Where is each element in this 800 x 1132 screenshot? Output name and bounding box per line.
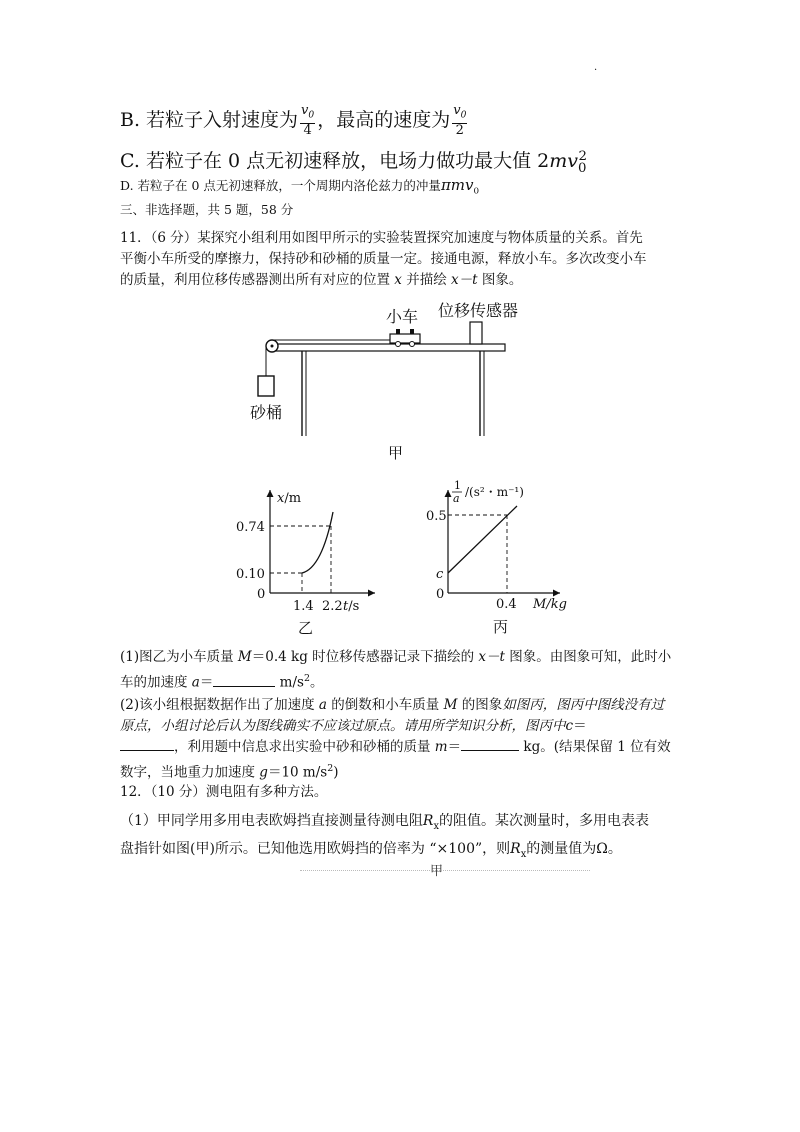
q11-line-2: 平衡小车所受的摩擦力，保持砂和砂桶的质量一定。接通电源，释放小车。多次改变小车: [120, 251, 647, 267]
y-label-frac-num: 1: [454, 479, 461, 492]
table-top: [270, 344, 505, 351]
header-mark: .: [594, 62, 598, 73]
y-axis-label: x/m: [277, 491, 302, 506]
q11-line-1: 11．（6 分）某探究小组利用如图甲所示的实验装置探究加速度与物体质量的关系。首先: [120, 230, 643, 246]
option-c-prefix: C. 若粒子在 0 点无初速释放，电场力做功最大值 2: [120, 150, 550, 172]
section-heading: 三、非选择题，共 5 题，58 分: [120, 202, 294, 217]
origin-label: 0: [257, 587, 266, 602]
y-tick-0-10: 0.10: [236, 567, 265, 582]
origin-label: 0: [436, 587, 445, 602]
figure-caption-cutoff: 甲: [430, 864, 444, 879]
sub2-line-4: 数字，当地重力加速度 g＝10 $m/s^2$): [120, 763, 339, 781]
sensor-label: 位移传感器: [438, 301, 519, 320]
graph-yi: [225, 480, 395, 638]
displacement-sensor: [470, 322, 482, 344]
x-tick-1-4: 1.4: [293, 599, 314, 614]
x-tick-0-4: 0.4: [496, 597, 517, 612]
q11-line-3: 的质量，利用位移传感器测出所有对应的位置 x 并描绘 x－t 图象。: [120, 272, 523, 288]
y-axis-unit: /(s²・m⁻¹): [465, 485, 524, 499]
q12-part-1: [120, 810, 710, 866]
sub-question-2: [120, 695, 700, 784]
x-tick-2-2: 2.2: [322, 599, 343, 614]
answer-blank-c[interactable]: [120, 750, 174, 751]
sand-bucket: [258, 376, 274, 396]
option-d: D. 若粒子在 0 点无初速释放，一个周期内洛伦兹力的冲量πmv$_0$: [120, 176, 480, 197]
x-axis-label: M/kg: [533, 597, 567, 612]
bucket-label: 砂桶: [250, 403, 283, 422]
sub2-line-1: (2)该小组根据数据作出了加速度 a 的倒数和小车质量 M 的图象如图丙，图丙中图线没有过: [120, 697, 665, 713]
option-b: [120, 104, 469, 138]
graph-caption-bing: 丙: [493, 618, 509, 636]
y-label-frac-den: a: [453, 492, 460, 505]
sub2-line-3: ，利用题中信息求出实验中砂和砂桶的质量 m＝ kg。(结果保留 1 位有效: [120, 737, 700, 758]
xt-curve: [302, 512, 333, 573]
graph-bing: [425, 472, 600, 638]
q12-line-2: 盘指针如图(甲)所示。已知他选用欧姆挡的倍率为 “×100”，则$R_x$的测量值为Ω。: [120, 840, 622, 860]
q12-line-1: （1）甲同学用多用电表欧姆挡直接测量待测电阻$R_x$的阻值。某次测量时，多用电表表: [120, 813, 649, 832]
figure-caption-jia: 甲: [388, 444, 404, 462]
option-b-fraction-1: $\frac{v_0}{4}$: [301, 103, 315, 138]
question-11: [120, 228, 700, 291]
option-d-prefix: D. 若粒子在 0 点无初速释放，一个周期内洛伦兹力的冲量: [120, 178, 441, 193]
cart-label: 小车: [386, 307, 419, 326]
y-tick-0-5: 0.5: [426, 509, 447, 524]
figure-apparatus: [240, 296, 540, 471]
graph-caption-yi: 乙: [298, 619, 314, 637]
q12-title: 12．（10 分）测电阻有多种方法。: [120, 784, 328, 800]
option-c: C. 若粒子在 0 点无初速释放，电场力做功最大值 $2mv_0^2$: [120, 148, 587, 176]
answer-blank-m[interactable]: [461, 750, 519, 751]
intercept-label: c: [436, 567, 444, 582]
cart: [390, 334, 420, 343]
sub2-line-2: 原点，小组讨论后认为图线确实不应该过原点。请用所学知识分析，图丙中c＝: [120, 718, 587, 734]
sub1-line-1: (1)图乙为小车质量 M＝0.4 kg 时位移传感器记录下描绘的 x－t 图象。由图象可知，此时小: [120, 649, 672, 665]
option-b-mid: ，最高的速度为: [317, 108, 451, 131]
sub1-line-2: 车的加速度 $a= m/s^2$。: [120, 673, 324, 691]
cutoff-figure-edge: [300, 870, 590, 871]
x-axis-label: t/s: [343, 599, 360, 614]
y-tick-0-74: 0.74: [236, 520, 265, 535]
option-b-fraction-2: $\frac{v_0}{2}$: [453, 103, 467, 138]
option-b-prefix: B. 若粒子入射速度为: [120, 108, 299, 131]
sub-question-1: [120, 647, 700, 694]
answer-blank-a[interactable]: [213, 686, 275, 687]
